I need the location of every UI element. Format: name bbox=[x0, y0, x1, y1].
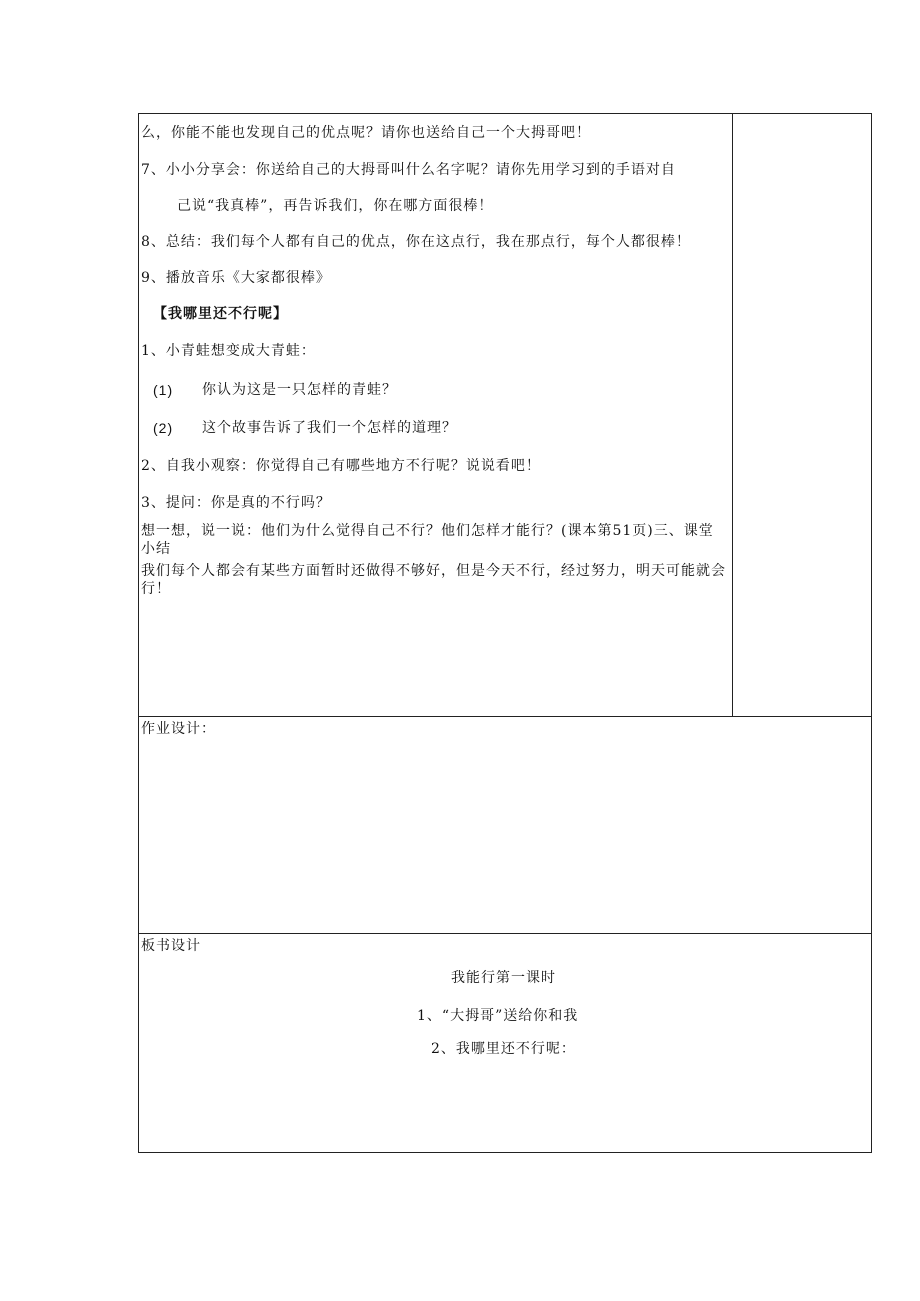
lesson-line-summary: 8、总结：我们每个人都有自己的优点，你在这点行，我在那点行，每个人都很棒！ bbox=[141, 234, 691, 250]
board-title: 我能行第一课时 bbox=[451, 970, 556, 986]
row-divider-homework bbox=[138, 716, 872, 717]
lesson-line-music: 9、播放音乐《大家都很棒》 bbox=[141, 270, 331, 286]
lesson-line-frog: 1、小青蛙想变成大青蛙： bbox=[141, 343, 316, 359]
sub-marker-2: (2) bbox=[153, 420, 174, 436]
board-item-1: 1、“大拇哥”送给你和我 bbox=[417, 1008, 579, 1024]
lesson-line-share: 7、小小分享会：你送给自己的大拇哥叫什么名字呢？请你先用学习到的手语对自 bbox=[141, 162, 676, 178]
sub-question-1: 你认为这是一只怎样的青蛙？ bbox=[202, 382, 397, 398]
sub-question-2: 这个故事告诉了我们一个怎样的道理？ bbox=[202, 420, 457, 436]
lesson-line-question: 3、提问：你是真的不行吗？ bbox=[141, 495, 331, 511]
board-label: 板书设计 bbox=[141, 938, 201, 954]
row-divider-board bbox=[138, 933, 872, 934]
section-heading: 【我哪里还不行呢】 bbox=[153, 306, 288, 322]
lesson-line-conclusion: 我们每个人都会有某些方面暂时还做得不够好，但是今天不行，经过努力，明天可能就会行！ bbox=[141, 563, 726, 597]
sub-marker-1: (1) bbox=[153, 382, 174, 398]
right-column-divider bbox=[732, 113, 733, 717]
lesson-line-1: 么，你能不能也发现自己的优点呢？请你也送给自己一个大拇哥吧！ bbox=[141, 125, 591, 141]
homework-label: 作业设计： bbox=[141, 721, 216, 737]
board-item-2: 2、我哪里还不行呢： bbox=[431, 1041, 576, 1057]
lesson-line-observe: 2、自我小观察：你觉得自己有哪些地方不行呢？说说看吧！ bbox=[141, 458, 541, 474]
lesson-line-share-cont: 己说“我真棒”，再告诉我们，你在哪方面很棒！ bbox=[177, 198, 494, 214]
lesson-line-think: 想一想，说一说：他们为什么觉得自己不行？他们怎样才能行？(课本第51页)三、课堂小结 bbox=[141, 523, 714, 557]
